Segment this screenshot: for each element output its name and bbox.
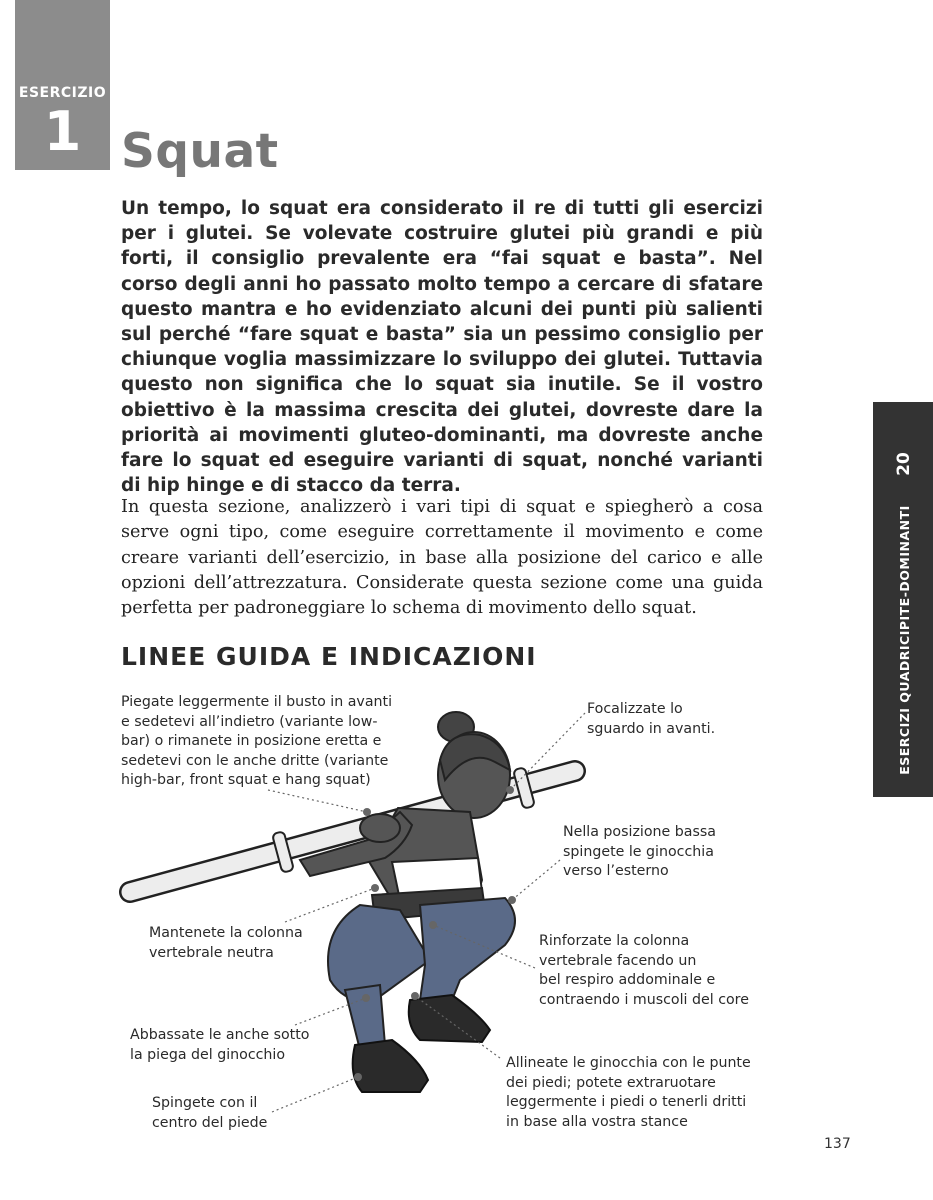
body-paragraph: In questa sezione, analizzerò i vari tipi di squat e spiegherò a cosa serve ogni tipo, come eseguire correttamente il movimento e come creare varianti dell’esercizio, in base alla posizione del carico e alle opzioni dell’attrezzatura. Considerate questa sezione come una guida perfetta per padroneggiare lo schema di movimento dello squat. <box>121 497 763 619</box>
caption-gaze: Focalizzate lo sguardo in avanti. <box>587 701 716 737</box>
exercise-label: ESERCIZIO <box>18 85 107 101</box>
chapter-number: 20 <box>894 452 914 476</box>
caption-brace-core: Rinforzate la colonna vertebrale facendo un bel respiro addominale e contraendo i muscoli del core <box>539 933 749 1008</box>
page-title: Squat <box>121 124 279 179</box>
section-heading: LINEE GUIDA E INDICAZIONI <box>121 642 537 671</box>
caption-knees-out: Nella posizione bassa spingete le ginocchia verso l’esterno <box>563 824 716 880</box>
caption-neutral-spine: Mantenete la colonna vertebrale neutra <box>149 925 303 961</box>
caption-align-knees: Allineate le ginocchia con le punte dei piedi; potete extraruotare leggermente i piedi o tenerli dritti in base alla vostra stance <box>506 1055 751 1130</box>
intro-paragraph: Un tempo, lo squat era considerato il re di tutti gli esercizi per i glutei. Se volevate costruire glutei più grandi e più forti, il consiglio prevalente era “fai squat e basta”. Nel corso degli anni ho passato molto tempo a cercare di sfatare questo mantra e ho evidenziato alcuni dei punti più salienti sul perché “fare squat e basta” sia un pessimo consiglio per chiunque voglia massimizzare lo sviluppo dei glutei. Tuttavia questo non significa che lo squat sia inutile. Se il vostro obiettivo è la massima crescita dei glutei, dovreste dare la priorità ai movimenti gluteo-dominanti, ma dovreste anche fare lo squat ed eseguire varianti di squat, nonché varianti di hip hinge e di stacco da terra. <box>121 198 763 497</box>
caption-lean-torso: Piegate leggermente il busto in avanti e sedetevi all’indietro (variante low- bar) o rimanete in posizione eretta e sedetevi con le anche dritte (variante high-bar, front squat e hang squat) <box>121 694 393 789</box>
caption-mid-foot: Spingete con il centro del piede <box>152 1095 268 1131</box>
caption-hips-below-knee: Abbassate le anche sotto la piega del ginocchio <box>130 1027 310 1063</box>
page-number: 137 <box>824 1136 851 1152</box>
exercise-number: 1 <box>43 100 82 163</box>
chapter-label: ESERCIZI QUADRICIPITE-DOMINANTI <box>896 505 912 775</box>
